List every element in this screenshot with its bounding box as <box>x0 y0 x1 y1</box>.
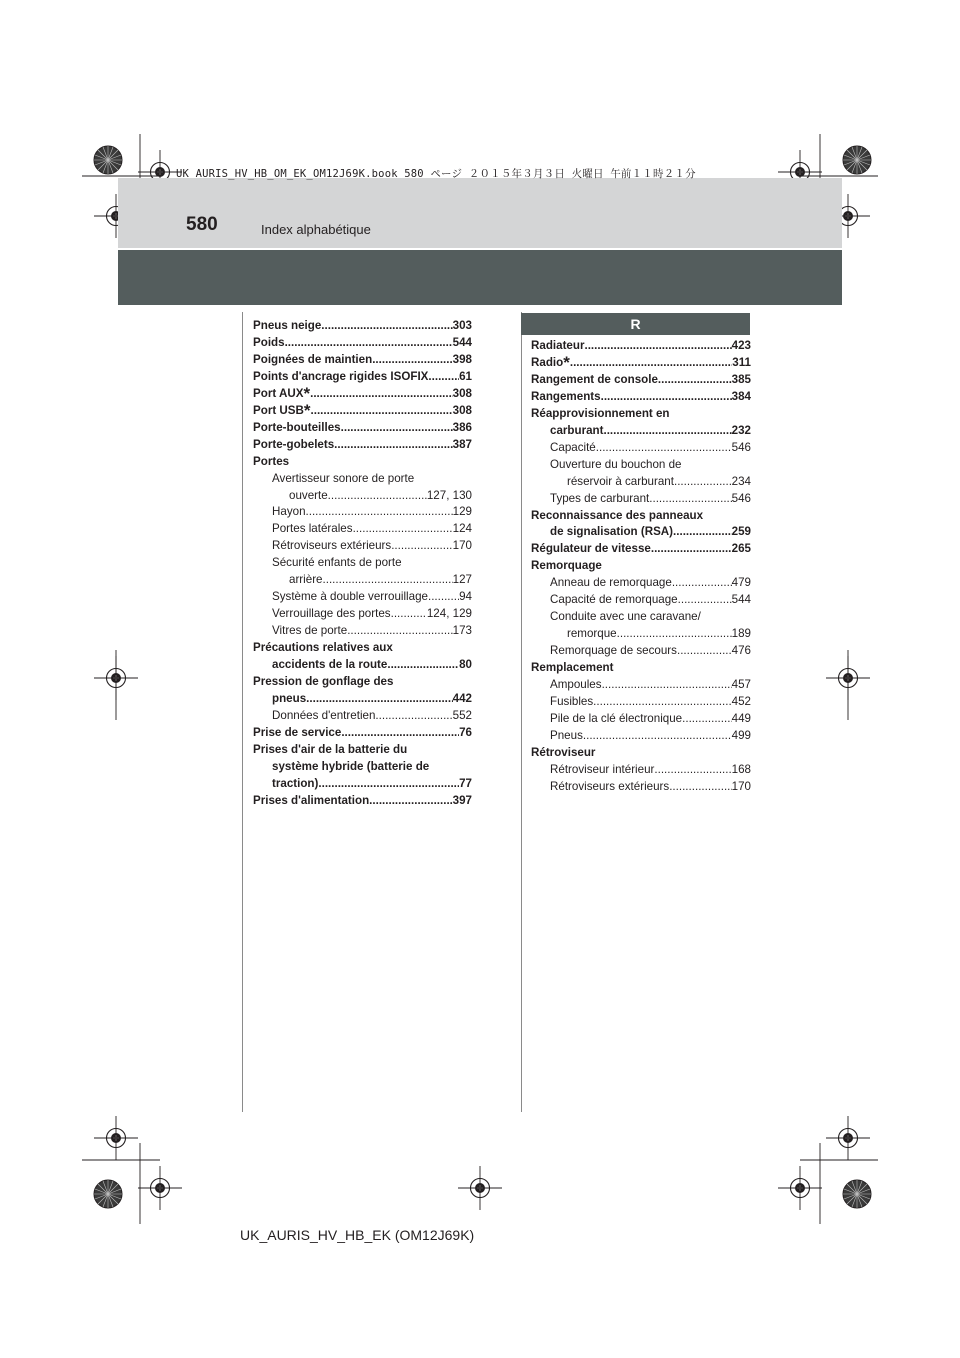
entry-term: Port AUX <box>253 386 304 400</box>
entry-page-number: 77 <box>459 776 472 790</box>
entry-page-number: 170 <box>731 779 751 793</box>
dot-leader <box>341 725 459 742</box>
index-entry <box>253 488 472 505</box>
dot-leader <box>584 338 731 355</box>
entry-page-number: 384 <box>731 389 751 403</box>
index-entry <box>253 504 472 521</box>
index-entry <box>253 386 472 403</box>
dot-leader <box>678 592 732 609</box>
entry-term: Types de carburant <box>550 491 650 505</box>
entry-page-number: 499 <box>731 728 751 742</box>
dot-leader <box>341 420 453 437</box>
dot-leader <box>391 538 452 555</box>
entry-term: Points d'ancrage rigides ISOFIX <box>253 369 429 383</box>
entry-page-number: 449 <box>731 711 751 725</box>
header-dark-band <box>118 250 842 305</box>
entry-page-number: 259 <box>731 525 751 539</box>
index-entry <box>531 338 751 355</box>
entry-term: réservoir à carburant <box>567 474 674 488</box>
entry-page-number: 311 <box>732 355 751 369</box>
entry-term: Remplacement <box>531 661 614 675</box>
index-entry <box>253 471 472 488</box>
dot-leader <box>603 423 731 440</box>
entry-page-number: 80 <box>459 658 472 672</box>
dot-leader <box>375 708 452 725</box>
dot-leader <box>311 403 453 420</box>
index-entry <box>253 742 472 759</box>
entry-page-number: 303 <box>452 319 472 332</box>
entry-term: Rangements <box>531 389 601 403</box>
index-entry <box>253 352 472 369</box>
section-title: Index alphabétique <box>261 222 371 237</box>
index-entry <box>531 423 751 440</box>
dot-leader <box>428 589 459 606</box>
entry-term: de signalisation (RSA) <box>550 525 674 539</box>
index-entry <box>531 491 751 508</box>
entry-term: accidents de la route <box>272 658 388 672</box>
index-entry <box>253 793 472 810</box>
index-entry <box>531 440 751 457</box>
asterisk-mark: * <box>303 385 311 403</box>
entry-term: Capacité <box>550 440 596 454</box>
index-entry <box>253 318 472 335</box>
entry-term: Ampoules <box>550 678 602 692</box>
index-entry <box>531 389 751 406</box>
index-entry <box>531 643 751 660</box>
page-number: 580 <box>186 214 218 235</box>
index-entry <box>531 355 751 372</box>
entry-page-number: 387 <box>452 437 472 451</box>
entry-page-number: 544 <box>452 335 472 349</box>
index-entry <box>531 677 751 694</box>
index-entry <box>253 538 472 555</box>
entry-term: Remorquage de secours <box>550 644 677 658</box>
entry-term: ouverte <box>289 488 328 502</box>
entry-page-number: 127, 130 <box>426 488 472 502</box>
entry-term: Réapprovisionnement en <box>531 406 670 420</box>
entry-term: Port USB <box>253 403 304 417</box>
index-entry <box>531 592 751 609</box>
index-entry <box>253 640 472 657</box>
entry-term: Données d'entretien <box>272 708 376 722</box>
entry-page-number: 189 <box>731 627 751 641</box>
dot-leader <box>428 369 459 386</box>
entry-page-number: 546 <box>731 440 751 454</box>
entry-term: Sécurité enfants de porte <box>272 556 402 570</box>
entry-page-number: 265 <box>731 542 751 556</box>
dot-leader <box>602 677 732 694</box>
entry-page-number: 124 <box>452 522 472 536</box>
entry-page-number: 129 <box>452 505 472 519</box>
entry-page-number: 546 <box>731 491 751 505</box>
asterisk-mark: * <box>303 402 311 420</box>
entry-term: Radio <box>531 355 564 369</box>
index-entry <box>253 555 472 572</box>
footer-code: UK_AURIS_HV_HB_EK (OM12J69K) <box>240 1227 475 1243</box>
index-entry <box>531 626 751 643</box>
index-entry <box>531 541 751 558</box>
dot-leader <box>674 474 732 491</box>
entry-page-number: 397 <box>452 793 472 807</box>
entry-term: arrière <box>289 573 323 587</box>
entry-page-number: 552 <box>452 708 472 722</box>
entry-page-number: 173 <box>452 624 472 638</box>
index-entry <box>531 406 751 423</box>
entry-term: Hayon <box>272 505 306 519</box>
entry-page-number: 476 <box>731 644 751 658</box>
index-entry <box>253 606 472 623</box>
index-entry <box>253 674 472 691</box>
entry-page-number: 442 <box>452 691 472 705</box>
entry-term: Rétroviseur intérieur <box>550 762 655 776</box>
index-entry <box>531 457 751 474</box>
index-entry <box>531 779 751 796</box>
dot-leader <box>285 335 453 352</box>
entry-term: pneus <box>272 691 307 705</box>
dot-leader <box>649 491 731 508</box>
entry-page-number: 452 <box>731 695 751 709</box>
entry-term: Poignées de maintien <box>253 352 373 366</box>
index-entry <box>531 508 751 525</box>
dot-leader <box>306 504 453 521</box>
entry-page-number: 308 <box>452 386 472 400</box>
asterisk-mark: * <box>563 354 570 372</box>
entry-term: Rangement de console <box>531 372 658 386</box>
entry-term: Radiateur <box>531 339 585 352</box>
entry-page-number: 61 <box>459 369 472 383</box>
dot-leader <box>593 694 731 711</box>
entry-term: Anneau de remorquage <box>550 576 672 590</box>
dot-leader <box>318 776 459 793</box>
section-letter-header: R <box>521 313 750 335</box>
index-entry <box>253 657 472 674</box>
dot-leader <box>570 355 732 372</box>
entry-term: Capacité de remorquage <box>550 593 678 607</box>
entry-page-number: 479 <box>731 576 751 590</box>
column-rule-left <box>242 312 243 1112</box>
index-entry <box>253 437 472 454</box>
index-entry <box>253 521 472 538</box>
entry-term: Système à double verrouillage <box>272 590 428 604</box>
index-entry <box>531 609 751 626</box>
index-entry <box>253 708 472 725</box>
entry-term: Reconnaissance des panneaux <box>531 508 704 522</box>
dot-leader <box>583 728 732 745</box>
entry-term: Poids <box>253 335 285 349</box>
index-entry <box>253 776 472 793</box>
entry-term: Portes <box>253 454 290 468</box>
index-entry <box>531 575 751 592</box>
dot-leader <box>334 437 452 454</box>
index-entry <box>531 474 751 491</box>
dot-leader <box>601 389 732 406</box>
entry-term: Rétroviseurs extérieurs <box>550 779 670 793</box>
entry-page-number: 124, 129 <box>426 607 472 621</box>
entry-page-number: 385 <box>731 372 751 386</box>
dot-leader <box>321 318 452 335</box>
index-entry <box>253 725 472 742</box>
index-column-right <box>531 338 751 796</box>
index-entry <box>253 420 472 437</box>
index-entry <box>531 728 751 745</box>
entry-term: Pile de la clé électronique <box>550 711 683 725</box>
dot-leader <box>387 657 459 674</box>
entry-term: traction) <box>272 776 319 790</box>
index-column-left <box>253 318 472 810</box>
dot-leader <box>391 606 427 623</box>
entry-term: Porte-gobelets <box>253 437 335 451</box>
entry-page-number: 308 <box>452 403 472 417</box>
dot-leader <box>323 572 453 589</box>
dot-leader <box>658 372 732 389</box>
entry-term: Porte-bouteilles <box>253 420 341 434</box>
entry-term: Conduite avec une caravane/ <box>550 610 701 624</box>
header-band <box>118 178 842 248</box>
entry-term: Verrouillage des portes <box>272 607 391 621</box>
dot-leader <box>673 524 732 541</box>
index-entry <box>253 759 472 776</box>
column-rule-middle <box>521 312 522 1112</box>
index-entry <box>531 660 751 677</box>
entry-term: Prises d'air de la batterie du <box>253 742 408 756</box>
index-entry <box>531 745 751 762</box>
entry-page-number: 398 <box>452 352 472 366</box>
index-entry <box>253 454 472 471</box>
entry-term: Rétroviseurs extérieurs <box>272 539 392 553</box>
index-entry <box>531 711 751 728</box>
dot-leader <box>672 575 732 592</box>
dot-leader <box>654 762 731 779</box>
dot-leader <box>669 779 731 796</box>
entry-term: Précautions relatives aux <box>253 641 393 655</box>
index-entry <box>253 403 472 420</box>
index-entry <box>531 762 751 779</box>
entry-term: carburant <box>550 423 604 437</box>
entry-page-number: 423 <box>731 339 751 352</box>
dot-leader <box>677 643 732 660</box>
entry-term: Fusibles <box>550 695 594 709</box>
index-entry <box>531 558 751 575</box>
entry-term: Avertisseur sonore de porte <box>272 471 415 485</box>
index-entry <box>253 572 472 589</box>
entry-page-number: 168 <box>731 762 751 776</box>
entry-page-number: 544 <box>731 593 751 607</box>
index-entry <box>253 623 472 640</box>
dot-leader <box>617 626 732 643</box>
dot-leader <box>369 793 453 810</box>
index-entry <box>531 694 751 711</box>
index-entry <box>531 524 751 541</box>
dot-leader <box>682 711 732 728</box>
index-entry <box>253 691 472 708</box>
index-entry <box>253 589 472 606</box>
entry-term: Portes latérales <box>272 522 353 536</box>
entry-term: Pneus neige <box>253 319 322 332</box>
entry-page-number: 234 <box>731 474 751 488</box>
entry-page-number: 127 <box>452 573 472 587</box>
entry-term: Prises d'alimentation <box>253 793 370 807</box>
entry-term: Vitres de porte <box>272 624 348 638</box>
entry-page-number: 76 <box>459 725 472 739</box>
dot-leader <box>651 541 732 558</box>
entry-term: Pression de gonflage des <box>253 675 394 689</box>
dot-leader <box>328 488 427 505</box>
index-entry <box>253 335 472 352</box>
dot-leader <box>310 386 453 403</box>
print-info: UK AURIS_HV_HB_OM_EK_OM12J69K.book 580 ページ ２０１５年３月３日 火曜日 午前１１時２１分 <box>176 168 696 180</box>
dot-leader <box>353 521 453 538</box>
entry-term: Régulateur de vitesse <box>531 542 651 556</box>
dot-leader <box>347 623 452 640</box>
entry-term: Ouverture du bouchon de <box>550 457 682 471</box>
dot-leader <box>306 691 453 708</box>
index-entry <box>531 372 751 389</box>
entry-term: Prise de service <box>253 725 342 739</box>
entry-term: système hybride (batterie de <box>272 759 430 773</box>
entry-term: Rétroviseur <box>531 745 596 759</box>
entry-page-number: 457 <box>731 678 751 692</box>
entry-term: remorque <box>567 627 617 641</box>
entry-term: Remorquage <box>531 559 602 573</box>
index-entry <box>253 369 472 386</box>
dot-leader <box>372 352 452 369</box>
entry-page-number: 232 <box>731 423 751 437</box>
entry-page-number: 386 <box>452 420 472 434</box>
entry-page-number: 170 <box>452 539 472 553</box>
dot-leader <box>596 440 732 457</box>
entry-page-number: 94 <box>459 590 472 604</box>
entry-term: Pneus <box>550 728 583 742</box>
